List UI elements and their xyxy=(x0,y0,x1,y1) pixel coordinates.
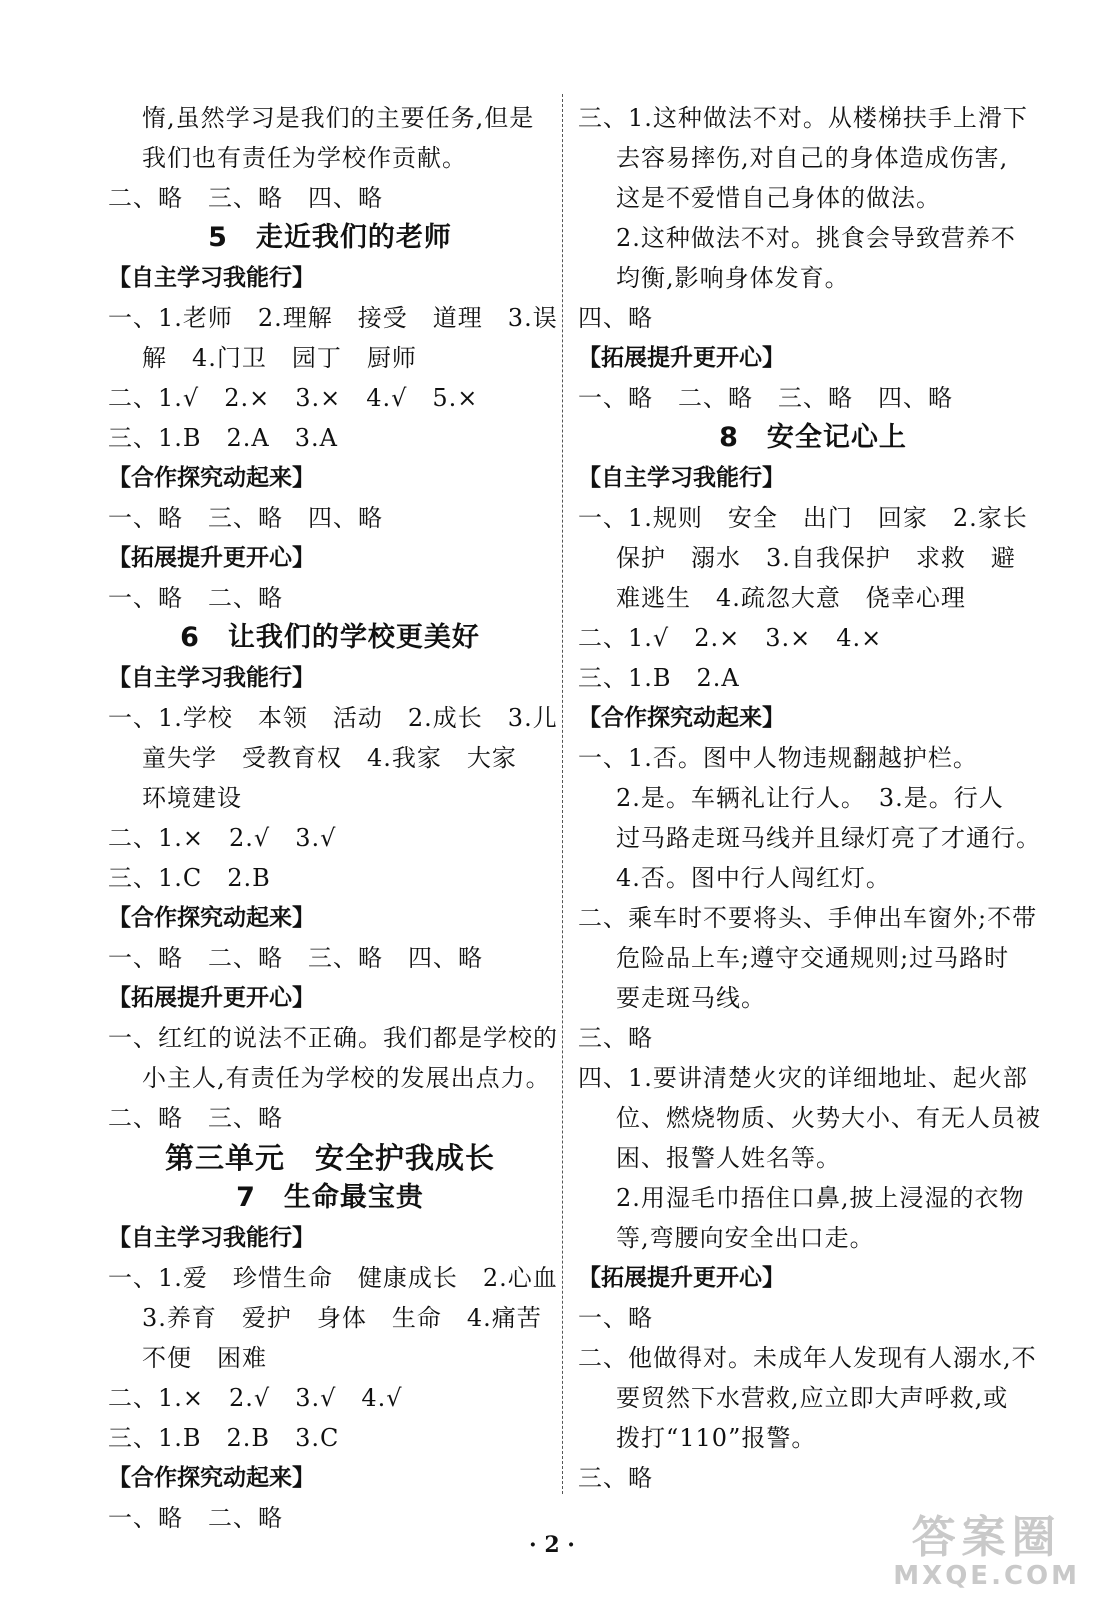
answer-line: 一、略 二、略 三、略 四、略 xyxy=(108,944,483,972)
section-heading: 【拓展提升更开心】 xyxy=(108,545,315,571)
answer-line: 二、乘车时不要将头、手伸出车窗外;不带 xyxy=(578,904,1038,932)
answer-line: 拨打“110”报警。 xyxy=(616,1424,817,1452)
answer-line: 环境建设 xyxy=(142,784,242,812)
lesson-title: 7 生命最宝贵 xyxy=(236,1182,424,1213)
watermark-title: 答案圈 xyxy=(911,1512,1062,1563)
section-heading: 【合作探究动起来】 xyxy=(108,905,315,931)
section-heading: 【自主学习我能行】 xyxy=(578,465,785,491)
answer-line: 四、略 xyxy=(578,304,653,332)
answer-line: 要贸然下水营救,应立即大声呼救,或 xyxy=(616,1384,1009,1412)
answer-line: 去容易摔伤,对自己的身体造成伤害, xyxy=(616,144,1009,172)
page-number: · 2 · xyxy=(529,1532,575,1558)
answer-line: 三、1.B 2.A xyxy=(578,664,740,692)
answer-line: 等,弯腰向安全出口走。 xyxy=(616,1224,875,1252)
answer-line: 解 4.门卫 园丁 厨师 xyxy=(142,344,417,372)
answer-line: 二、略 三、略 xyxy=(108,1104,283,1132)
answer-line: 童失学 受教育权 4.我家 大家 xyxy=(142,744,517,772)
answer-line: 惰,虽然学习是我们的主要任务,但是 xyxy=(142,104,535,132)
answer-line: 一、略 二、略 三、略 四、略 xyxy=(578,384,953,412)
left-column xyxy=(108,98,558,1538)
answer-line: 二、略 三、略 四、略 xyxy=(108,184,383,212)
answer-line: 危险品上车;遵守交通规则;过马路时 xyxy=(616,944,1010,972)
lesson-title: 6 让我们的学校更美好 xyxy=(180,622,480,653)
answer-line: 二、1.√ 2.× 3.× 4.√ 5.× xyxy=(108,384,479,412)
answer-line: 二、1.× 2.√ 3.√ 4.√ xyxy=(108,1384,403,1412)
answer-line: 保护 溺水 3.自我保护 求救 避 xyxy=(616,544,1016,572)
section-heading: 【拓展提升更开心】 xyxy=(578,1265,785,1291)
answer-line: 这是不爱惜自己身体的做法。 xyxy=(616,184,941,212)
watermark-logo xyxy=(893,1514,1080,1590)
answer-line: 三、略 xyxy=(578,1464,653,1492)
answer-line: 要走斑马线。 xyxy=(616,984,766,1012)
answer-line: 二、1.× 2.√ 3.√ xyxy=(108,824,337,852)
section-heading: 【自主学习我能行】 xyxy=(108,665,315,691)
answer-line: 位、燃烧物质、火势大小、有无人员被 xyxy=(616,1104,1041,1132)
answer-line: 四、1.要讲清楚火灾的详细地址、起火部 xyxy=(578,1064,1028,1092)
unit-title: 第三单元 安全护我成长 xyxy=(164,1141,495,1175)
answer-line: 4.否。图中行人闯红灯。 xyxy=(616,864,891,892)
answer-line: 一、1.爱 珍惜生命 健康成长 2.心血 xyxy=(108,1264,558,1292)
answer-line: 一、1.否。图中人物违规翻越护栏。 xyxy=(578,744,978,772)
lesson-title: 5 走近我们的老师 xyxy=(208,222,452,253)
answer-line: 三、1.这种做法不对。从楼梯扶手上滑下 xyxy=(578,104,1028,132)
answer-line: 不便 困难 xyxy=(142,1344,267,1372)
lesson-title: 8 安全记心上 xyxy=(719,422,907,453)
section-heading: 【合作探究动起来】 xyxy=(108,1465,315,1491)
answer-line: 二、他做得对。未成年人发现有人溺水,不 xyxy=(578,1344,1037,1372)
answer-line: 过马路走斑马线并且绿灯亮了才通行。 xyxy=(616,824,1041,852)
answer-line: 困、报警人姓名等。 xyxy=(616,1144,841,1172)
answer-line: 2.这种做法不对。挑食会导致营养不 xyxy=(616,224,1016,252)
right-column xyxy=(578,98,1048,1498)
column-divider xyxy=(562,94,563,1494)
answer-line: 三、略 xyxy=(578,1024,653,1052)
answer-line: 一、1.学校 本领 活动 2.成长 3.儿 xyxy=(108,704,558,732)
answer-line: 一、红红的说法不正确。我们都是学校的 xyxy=(108,1024,558,1052)
answer-line: 3.养育 爱护 身体 生命 4.痛苦 xyxy=(142,1304,542,1332)
answer-line: 一、略 三、略 四、略 xyxy=(108,504,383,532)
answer-line: 一、1.规则 安全 出门 回家 2.家长 xyxy=(578,504,1028,532)
answer-line: 我们也有责任为学校作贡献。 xyxy=(142,144,467,172)
section-heading: 【自主学习我能行】 xyxy=(108,1225,315,1251)
answer-line: 2.是。车辆礼让行人。 3.是。行人 xyxy=(616,784,1004,812)
section-heading: 【拓展提升更开心】 xyxy=(578,345,785,371)
answer-line: 三、1.B 2.B 3.C xyxy=(108,1424,340,1452)
answer-line: 三、1.B 2.A 3.A xyxy=(108,424,338,452)
section-heading: 【合作探究动起来】 xyxy=(108,465,315,491)
answer-line: 三、1.C 2.B xyxy=(108,864,271,892)
section-heading: 【合作探究动起来】 xyxy=(578,705,785,731)
answer-line: 一、略 二、略 xyxy=(108,1504,283,1532)
answer-line: 小主人,有责任为学校的发展出点力。 xyxy=(142,1064,551,1092)
answer-line: 二、1.√ 2.× 3.× 4.× xyxy=(578,624,883,652)
watermark-url: MXQE.COM xyxy=(893,1561,1080,1591)
answer-line: 一、1.老师 2.理解 接受 道理 3.误 xyxy=(108,304,558,332)
answer-line: 一、略 二、略 xyxy=(108,584,283,612)
section-heading: 【自主学习我能行】 xyxy=(108,265,315,291)
section-heading: 【拓展提升更开心】 xyxy=(108,985,315,1011)
answer-line: 2.用湿毛巾捂住口鼻,披上浸湿的衣物 xyxy=(616,1184,1025,1212)
answer-line: 一、略 xyxy=(578,1304,653,1332)
answer-line: 均衡,影响身体发育。 xyxy=(616,264,850,292)
answer-line: 难逃生 4.疏忽大意 侥幸心理 xyxy=(616,584,966,612)
